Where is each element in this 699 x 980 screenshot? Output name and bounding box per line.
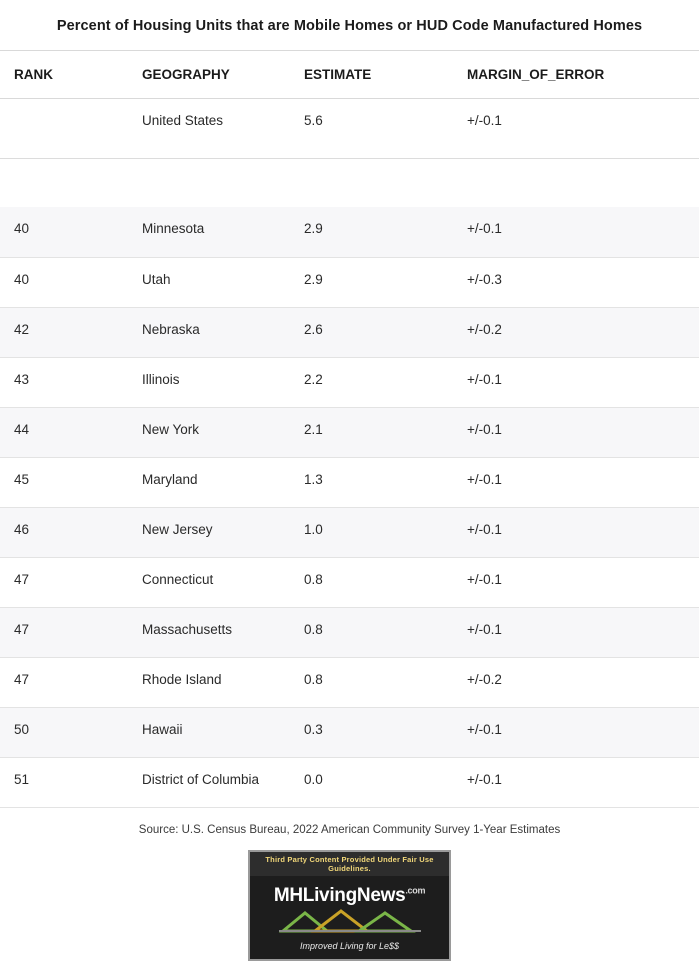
table-row: [0, 557, 699, 607]
cell-geography: Maryland: [128, 457, 290, 507]
cell-estimate: 0.8: [290, 557, 453, 607]
cell-rank: 51: [0, 757, 128, 807]
roofline-icon: [275, 907, 425, 933]
cell-rank: 46: [0, 507, 128, 557]
cell-geography: Utah: [128, 257, 290, 307]
cell-rank: [0, 99, 128, 159]
cell-margin-of-error: +/-0.1: [453, 207, 699, 257]
cell-geography: New Jersey: [128, 507, 290, 557]
cell-geography: District of Columbia: [128, 757, 290, 807]
cell-geography: United States: [128, 99, 290, 159]
cell-rank: 43: [0, 357, 128, 407]
logo-domain: .com: [405, 885, 426, 896]
cell-geography: Minnesota: [128, 207, 290, 257]
cell-estimate: 2.2: [290, 357, 453, 407]
cell-geography: Rhode Island: [128, 657, 290, 707]
fair-use-banner: Third Party Content Provided Under Fair Use Guidelines.: [250, 852, 449, 876]
table-header: [0, 51, 699, 99]
cell-geography: Illinois: [128, 357, 290, 407]
cell-geography: Massachusetts: [128, 607, 290, 657]
cell-geography: Nebraska: [128, 307, 290, 357]
cell-margin-of-error: +/-0.1: [453, 457, 699, 507]
cell-geography: New York: [128, 407, 290, 457]
cell-estimate: 0.8: [290, 607, 453, 657]
cell-margin-of-error: +/-0.1: [453, 557, 699, 607]
table-row: [0, 657, 699, 707]
cell-margin-of-error: +/-0.1: [453, 707, 699, 757]
cell-rank: 40: [0, 207, 128, 257]
cell-margin-of-error: +/-0.1: [453, 507, 699, 557]
cell-estimate: 5.6: [290, 99, 453, 159]
column-header-margin-of-error: MARGIN_OF_ERROR: [453, 51, 699, 99]
table-row: [0, 257, 699, 307]
cell-margin-of-error: +/-0.1: [453, 357, 699, 407]
cell-estimate: 0.3: [290, 707, 453, 757]
table-row: [0, 407, 699, 457]
cell-margin-of-error: +/-0.1: [453, 757, 699, 807]
cell-estimate: 2.9: [290, 207, 453, 257]
page-title: Percent of Housing Units that are Mobile Homes or HUD Code Manufactured Homes: [56, 18, 643, 34]
table-row: [0, 99, 699, 159]
cell-geography: Hawaii: [128, 707, 290, 757]
cell-estimate: 1.3: [290, 457, 453, 507]
table-row: [0, 307, 699, 357]
cell-rank: 40: [0, 257, 128, 307]
source-note: Source: U.S. Census Bureau, 2022 American Community Survey 1-Year Estimates: [138, 823, 561, 836]
table-header-row: [0, 51, 699, 99]
cell-rank: 45: [0, 457, 128, 507]
logo-name: MHLivingNews: [273, 884, 406, 906]
logo-wordmark: [256, 886, 443, 906]
cell-rank: 42: [0, 307, 128, 357]
cell-estimate: 2.1: [290, 407, 453, 457]
table-row: [0, 707, 699, 757]
cell-rank: 47: [0, 607, 128, 657]
table-row: [0, 607, 699, 657]
cell-rank: 44: [0, 407, 128, 457]
state-ranking-table: [0, 207, 699, 808]
table-row: [0, 757, 699, 807]
table-body-national: [0, 99, 699, 159]
cell-margin-of-error: +/-0.1: [453, 407, 699, 457]
column-header-estimate: ESTIMATE: [290, 51, 453, 99]
housing-units-table: [0, 50, 699, 159]
column-header-geography: GEOGRAPHY: [128, 51, 290, 99]
table-row: [0, 207, 699, 257]
logo-tagline: Improved Living for Le$$: [299, 941, 400, 952]
logo-body: [250, 876, 449, 960]
table-row: [0, 357, 699, 407]
cell-rank: 47: [0, 657, 128, 707]
cell-margin-of-error: +/-0.2: [453, 307, 699, 357]
cell-geography: Connecticut: [128, 557, 290, 607]
cell-estimate: 2.6: [290, 307, 453, 357]
cell-margin-of-error: +/-0.1: [453, 99, 699, 159]
table-body-states: [0, 207, 699, 807]
column-header-rank: RANK: [0, 51, 128, 99]
cell-rank: 47: [0, 557, 128, 607]
mhlivingnews-logo[interactable]: [248, 850, 451, 962]
cell-estimate: 0.0: [290, 757, 453, 807]
cell-margin-of-error: +/-0.1: [453, 607, 699, 657]
cell-rank: 50: [0, 707, 128, 757]
table-row: [0, 457, 699, 507]
logo-block: [0, 846, 699, 976]
cell-estimate: 0.8: [290, 657, 453, 707]
cell-margin-of-error: +/-0.3: [453, 257, 699, 307]
cell-estimate: 2.9: [290, 257, 453, 307]
table-row: [0, 507, 699, 557]
table-section-gap: [0, 159, 699, 207]
cell-margin-of-error: +/-0.2: [453, 657, 699, 707]
cell-estimate: 1.0: [290, 507, 453, 557]
